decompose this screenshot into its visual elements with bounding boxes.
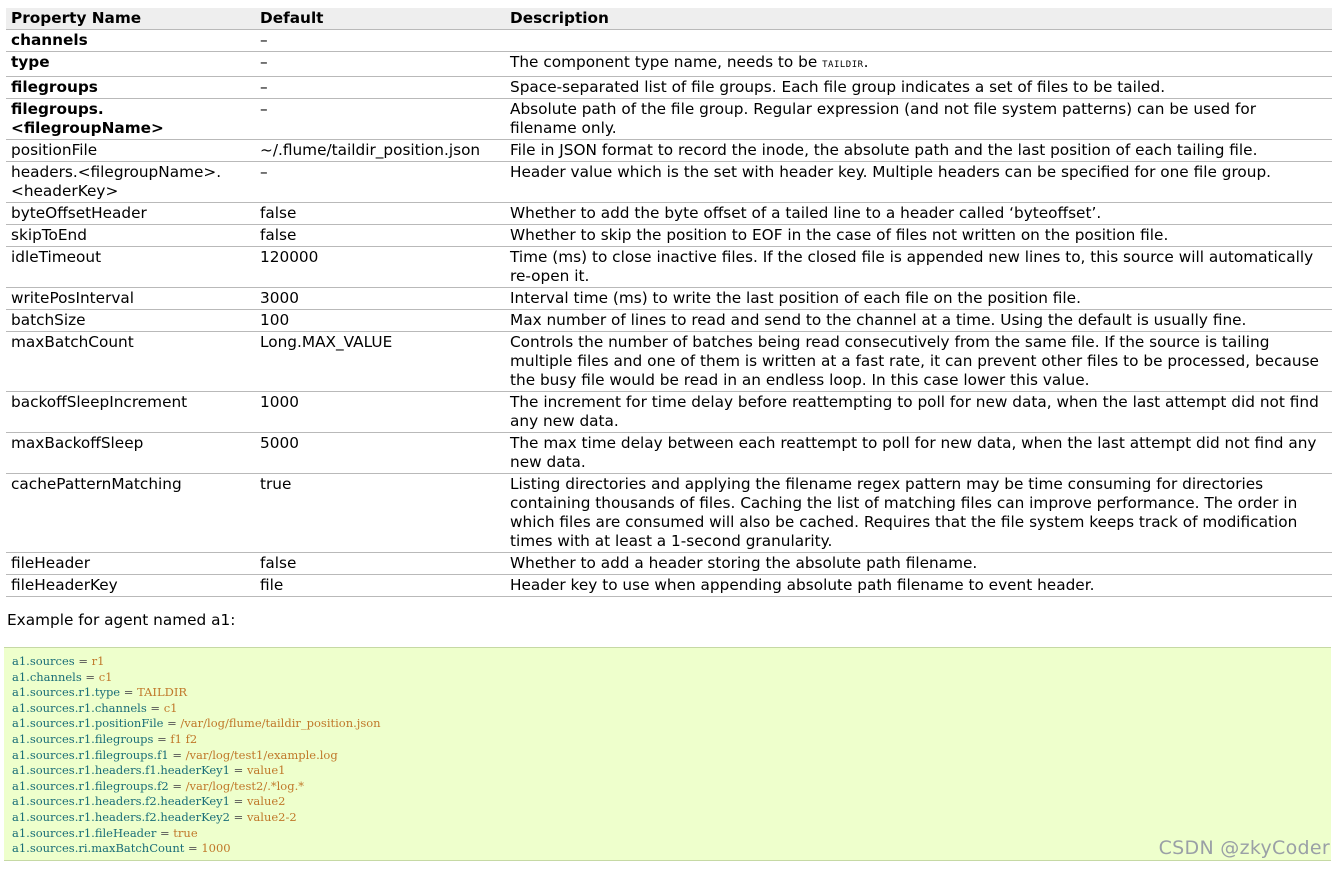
code-value: true (173, 825, 198, 840)
code-key: a1.sources.r1.filegroups.f1 (12, 747, 169, 762)
property-name: fileHeader (6, 553, 255, 575)
property-description: Header value which is the set with header key. Multiple headers can be specified for one file group. (505, 162, 1332, 203)
property-name: byteOffsetHeader (6, 203, 255, 225)
description-text: The component type name, needs to be (510, 53, 823, 71)
code-block (4, 647, 1331, 861)
property-name: fileHeaderKey (6, 575, 255, 597)
code-value: 1000 (201, 841, 231, 856)
table-row (6, 203, 1332, 225)
code-key: a1.sources.r1.fileHeader (12, 825, 157, 840)
property-default: – (255, 52, 505, 77)
property-default: – (255, 162, 505, 203)
table-row (6, 392, 1332, 433)
code-value: /var/log/test2/.*log.* (185, 778, 304, 793)
property-default: – (255, 30, 505, 52)
property-description: Whether to skip the position to EOF in the case of files not written on the position file. (505, 225, 1332, 247)
property-description: Absolute path of the file group. Regular expression (and not file system patterns) can be used for filename only. (505, 99, 1332, 140)
property-description: Controls the number of batches being read consecutively from the same file. If the source is tailing multiple files and one of them is written at a fast rate, it can prevent other files to be processed, because the busy file would be read in an endless loop. In this case lower this value. (505, 332, 1332, 392)
code-line: a1.sources = r1 (12, 654, 105, 668)
property-name: backoffSleepIncrement (6, 392, 255, 433)
inline-code: TAILDIR (822, 60, 864, 70)
code-value: c1 (98, 669, 113, 684)
property-description: The max time delay between each reattempt to poll for new data, when the last attempt did not find any new data. (505, 433, 1332, 474)
table-row (6, 30, 1332, 52)
property-name: positionFile (6, 140, 255, 162)
code-value: f1 f2 (170, 731, 198, 746)
table-row (6, 52, 1332, 77)
properties-table (6, 8, 1332, 597)
code-line: a1.sources.r1.positionFile = /var/log/flume/taildir_position.json (12, 716, 381, 731)
property-default: Long.MAX_VALUE (255, 332, 505, 392)
code-key: a1.sources.r1.type (12, 685, 121, 700)
property-default: 5000 (255, 433, 505, 474)
table-row (6, 247, 1332, 288)
code-value: c1 (163, 700, 178, 715)
code-line: a1.sources.ri.maxBatchCount = 1000 (12, 841, 231, 856)
code-value: value1 (246, 763, 286, 778)
code-line: a1.sources.r1.fileHeader = true (12, 825, 198, 840)
property-name: writePosInterval (6, 288, 255, 310)
property-name: channels (6, 30, 255, 52)
property-default: 100 (255, 310, 505, 332)
property-description: Header key to use when appending absolute path filename to event header. (505, 575, 1332, 597)
table-row (6, 474, 1332, 553)
code-key: a1.sources (12, 654, 75, 668)
example-label: Example for agent named a1: (7, 611, 236, 629)
property-default: – (255, 99, 505, 140)
property-description: Interval time (ms) to write the last position of each file on the position file. (505, 288, 1332, 310)
property-name: type (6, 52, 255, 77)
code-value: TAILDIR (137, 685, 188, 700)
property-name: maxBatchCount (6, 332, 255, 392)
property-default: false (255, 553, 505, 575)
code-key: a1.sources.r1.channels (12, 700, 147, 715)
header-default: Default (255, 8, 505, 30)
code-line: a1.sources.r1.type = TAILDIR (12, 685, 188, 700)
table-row (6, 99, 1332, 140)
property-default: 1000 (255, 392, 505, 433)
code-key: a1.sources.r1.headers.f2.headerKey1 (12, 794, 230, 809)
code-key: a1.sources.r1.filegroups (12, 731, 154, 746)
table-row (6, 140, 1332, 162)
property-default: ~/.flume/taildir_position.json (255, 140, 505, 162)
code-key: a1.sources.r1.headers.f2.headerKey2 (12, 809, 230, 824)
table-row (6, 225, 1332, 247)
code-key: a1.channels (12, 669, 82, 684)
property-description: Whether to add the byte offset of a tailed line to a header called ‘byteoffset’. (505, 203, 1332, 225)
table-row (6, 288, 1332, 310)
property-default: – (255, 77, 505, 99)
property-default: false (255, 225, 505, 247)
code-value: value2-2 (246, 809, 297, 824)
table-row (6, 77, 1332, 99)
code-line: a1.channels = c1 (12, 669, 113, 684)
description-text-after: . (863, 53, 869, 71)
table-header-row (6, 8, 1332, 30)
property-name: skipToEnd (6, 225, 255, 247)
property-description (505, 52, 1332, 77)
table-row (6, 575, 1332, 597)
property-name: filegroups (6, 77, 255, 99)
code-value: value2 (246, 794, 286, 809)
property-name: maxBackoffSleep (6, 433, 255, 474)
code-key: a1.sources.r1.headers.f1.headerKey1 (12, 763, 230, 778)
code-key: a1.sources.r1.filegroups.f2 (12, 778, 169, 793)
property-default: true (255, 474, 505, 553)
code-line: a1.sources.r1.headers.f2.headerKey2 = value2-2 (12, 809, 297, 824)
property-name: filegroups.<filegroupName> (6, 99, 255, 140)
property-description: Whether to add a header storing the absolute path filename. (505, 553, 1332, 575)
property-name: idleTimeout (6, 247, 255, 288)
header-property-name: Property Name (6, 8, 255, 30)
property-description: File in JSON format to record the inode, the absolute path and the last position of each tailing file. (505, 140, 1332, 162)
property-name: cachePatternMatching (6, 474, 255, 553)
property-default: file (255, 575, 505, 597)
code-value: r1 (91, 654, 105, 668)
code-line: a1.sources.r1.filegroups.f1 = /var/log/test1/example.log (12, 747, 338, 762)
property-description: The increment for time delay before reattempting to poll for new data, when the last attempt did not find any new data. (505, 392, 1332, 433)
table-row (6, 433, 1332, 474)
code-line: a1.sources.r1.filegroups.f2 = /var/log/test2/.*log.* (12, 778, 304, 793)
code-value: /var/log/flume/taildir_position.json (180, 716, 381, 731)
property-description (505, 30, 1332, 52)
property-default: 120000 (255, 247, 505, 288)
code-key: a1.sources.ri.maxBatchCount (12, 841, 185, 856)
table-row (6, 310, 1332, 332)
code-line: a1.sources.r1.filegroups = f1 f2 (12, 731, 198, 746)
property-description: Space-separated list of file groups. Each file group indicates a set of files to be tailed. (505, 77, 1332, 99)
code-line: a1.sources.r1.headers.f1.headerKey1 = value1 (12, 763, 286, 778)
table-row (6, 162, 1332, 203)
table-row (6, 553, 1332, 575)
property-default: 3000 (255, 288, 505, 310)
property-name: headers.<filegroupName>.<headerKey> (6, 162, 255, 203)
watermark: CSDN @zkyCoder (1158, 837, 1330, 859)
property-description: Max number of lines to read and send to the channel at a time. Using the default is usually fine. (505, 310, 1332, 332)
property-description: Time (ms) to close inactive files. If the closed file is appended new lines to, this source will automatically re-open it. (505, 247, 1332, 288)
code-line: a1.sources.r1.channels = c1 (12, 700, 178, 715)
property-name: batchSize (6, 310, 255, 332)
code-value: /var/log/test1/example.log (185, 747, 338, 762)
property-default: false (255, 203, 505, 225)
header-description: Description (505, 8, 1332, 30)
code-key: a1.sources.r1.positionFile (12, 716, 164, 731)
code-line: a1.sources.r1.headers.f2.headerKey1 = value2 (12, 794, 286, 809)
property-description: Listing directories and applying the filename regex pattern may be time consuming for directories containing thousands of files. Caching the list of matching files can improve performance. The order in which files are consumed will also be cached. Requires that the file system keeps track of modification times with at least a 1-second granularity. (505, 474, 1332, 553)
table-row (6, 332, 1332, 392)
